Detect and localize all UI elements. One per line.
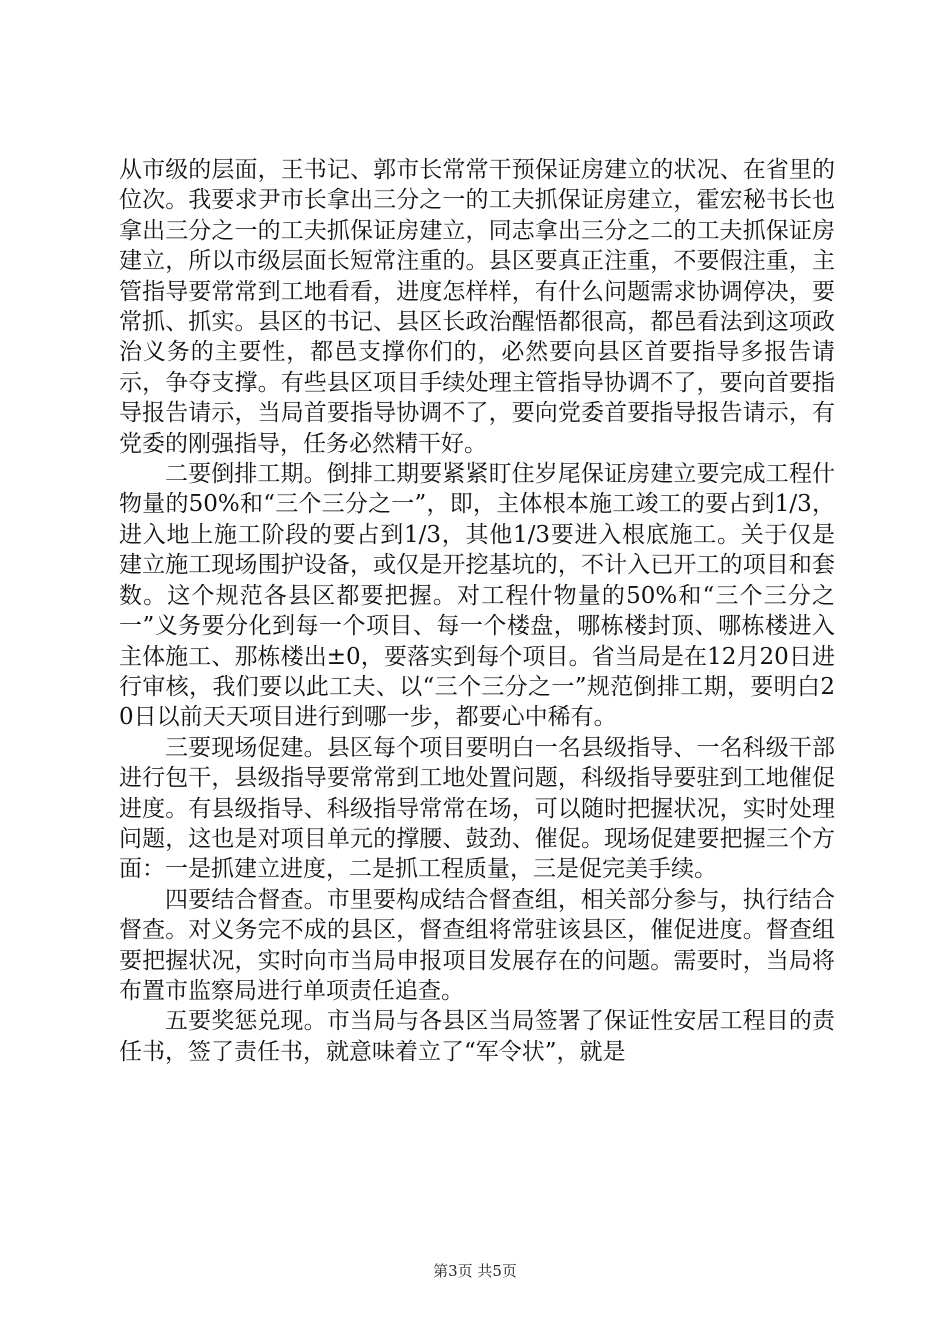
document-body [119,155,835,1067]
paragraph-2: 二要倒排工期。倒排工期要紧紧盯住岁尾保证房建立要完成工程什物量的50%和“三个三分之一”，即，主体根本施工竣工的要占到1/3，进入地上施工阶段的要占到1/3，其他1/3要进入根底施工。关于仅是建立施工现场围护设备，或仅是开挖基坑的，不计入已开工的项目和套数。这个规范各县区都要把握。对工程什物量的50%和“三个三分之一”义务要分化到每一个项目、每一个楼盘，哪栋楼封顶、哪栋楼进入主体施工、那栋楼出±0，要落实到每个项目。省当局是在12月20日进行审核，我们要以此工夫、以“三个三分之一”规范倒排工期，要明白20日以前天天项目进行到哪一步，都要心中稀有。 [119,461,835,731]
page-number-footer: 第3页 共5页 [433,1262,517,1280]
paragraph-3: 三要现场促建。县区每个项目要明白一名县级指导、一名科级干部进行包干，县级指导要常常到工地处置问题，科级指导要驻到工地催促进度。有县级指导、科级指导常常在场，可以随时把握状况，实时处理问题，这也是对项目单元的撑腰、鼓劲、催促。现场促建要把握三个方面：一是抓建立进度，二是抓工程质量，三是促完美手续。 [119,734,835,883]
paragraph-4: 四要结合督查。市里要构成结合督查组，相关部分参与，执行结合督查。对义务完不成的县区，督查组将常驻该县区，催促进度。督查组要把握状况，实时向市当局申报项目发展存在的问题。需要时，当局将布置市监察局进行单项责任追查。 [119,886,835,1004]
paragraph-5: 五要奖惩兑现。市当局与各县区当局签署了保证性安居工程目的责任书，签了责任书，就意味着立了“军令状”，就是 [119,1008,835,1065]
paragraph-1: 从市级的层面，王书记、郭市长常常干预保证房建立的状况、在省里的位次。我要求尹市长拿出三分之一的工夫抓保证房建立，霍宏秘书长也拿出三分之一的工夫抓保证房建立，同志拿出三分之二的工夫抓保证房建立，所以市级层面长短常注重的。县区要真正注重，不要假注重，主管指导要常常到工地看看，进度怎样样，有什么问题需求协调停决，要常抓、抓实。县区的书记、县区长政治醒悟都很高，都邑看法到这项政治义务的主要性，都邑支撑你们的，必然要向县区首要指导多报告请示，争夺支撑。有些县区项目手续处理主管指导协调不了，要向首要指导报告请示，当局首要指导协调不了，要向党委首要指导报告请示，有党委的刚强指导，任务必然精干好。 [119,157,835,457]
